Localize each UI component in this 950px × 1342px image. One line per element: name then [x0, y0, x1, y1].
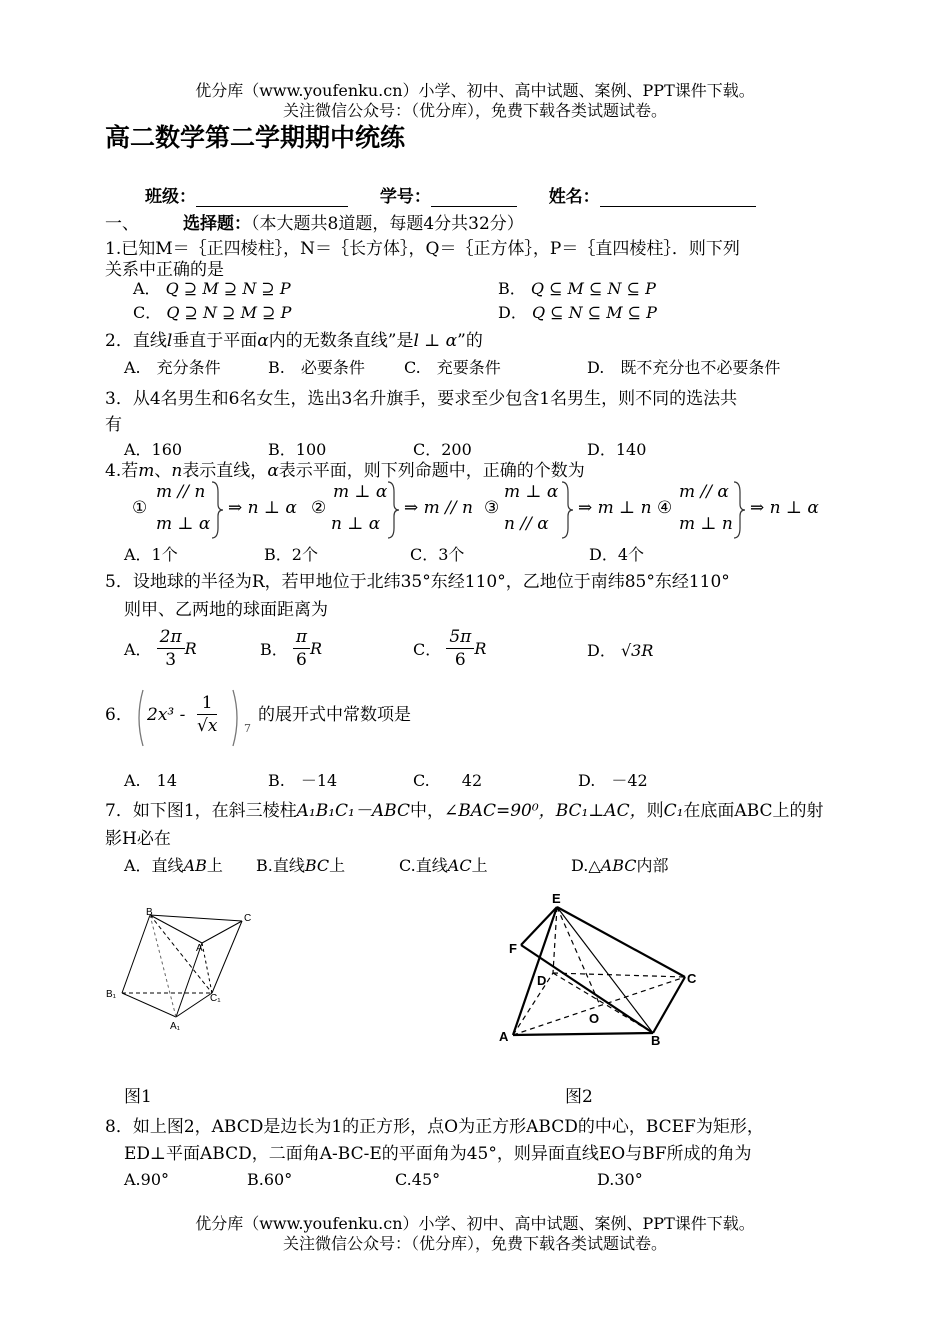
fig2-edge-ae	[513, 907, 557, 1035]
q2-alpha: α	[257, 331, 269, 351]
q5-c-label: C．	[413, 640, 442, 659]
q4-brace-2	[386, 480, 400, 540]
q1-option-a[interactable]	[133, 276, 291, 299]
q5-stem-1: 5．设地球的半径为R，若甲地位于北纬35°东经110°，乙地位于南纬85°东经110°	[105, 572, 730, 592]
q4-part: 4.若	[105, 461, 139, 481]
q6-denominator: √x	[197, 716, 218, 736]
q7-stem-1	[105, 796, 824, 821]
q8-stem-1: 8．如上图2，ABCD是边长为1的正方形，点O为正方形ABCD的中心，BCEF为矩形，	[105, 1117, 764, 1137]
q7-option-c[interactable]	[399, 853, 488, 876]
q7-angle: ∠BAC=90⁰，	[443, 801, 556, 821]
q7-b-suffix: 上	[329, 856, 346, 875]
page-title: 高二数学第二学期期中统练	[105, 123, 406, 152]
fig2-label-e: E	[552, 891, 561, 906]
fig1-label-a1: A₁	[170, 1021, 181, 1032]
q2-stem	[105, 326, 483, 351]
q5-option-a[interactable]	[124, 626, 197, 671]
fig2-edge-ab	[513, 1033, 653, 1035]
q4-brace-1	[210, 480, 224, 540]
q4-cond-2-top: m ⊥ α	[333, 482, 388, 502]
q6-stem: 的展开式中常数项是	[258, 705, 411, 725]
q7-part: 在底面ABC上的射	[683, 801, 824, 821]
q4-cond-2-bottom: n ⊥ α	[331, 514, 381, 534]
fig2-edge-eb	[557, 907, 653, 1033]
q5-d-expr: √3R	[620, 641, 654, 660]
q7-c-math: AC	[447, 856, 472, 875]
q4-cond-4-bottom: m ⊥ n	[679, 514, 733, 534]
section-heading	[105, 209, 524, 234]
q2-option-d[interactable]: D. 既不充分也不必要条件	[587, 358, 781, 377]
q4-cond-2-result: ⇒ m // n	[404, 498, 473, 518]
q4-cond-3-num: ③	[484, 498, 500, 518]
fig2-edge-cb	[653, 977, 685, 1033]
q4-cond-4-result: ⇒ n ⊥ α	[750, 498, 819, 518]
q4-cond-1-top: m // n	[156, 482, 206, 502]
fig1-label-b: B	[146, 907, 153, 918]
q4-brace-3	[560, 480, 574, 540]
q3-option-a[interactable]: A．160	[124, 440, 183, 459]
q7-part: 7．如下图1，在斜三棱柱	[105, 801, 297, 821]
q6-right-paren	[231, 688, 243, 748]
fig1-label-b1: B₁	[106, 989, 117, 1000]
q4-cond-3-bottom: n // α	[504, 514, 549, 534]
q4-cond-4-num: ④	[657, 498, 673, 518]
q7-c1: C₁	[663, 801, 684, 821]
q4-option-c[interactable]: C．3个	[410, 545, 465, 564]
fig1-edge-b1a1	[122, 993, 176, 1017]
q7-a-label: A．直线	[124, 856, 184, 875]
section-note: （本大题共8道题，每题4分共32分）	[251, 214, 524, 234]
q6-option-a[interactable]: A. 14	[124, 771, 178, 790]
fig1-label-c: C	[244, 913, 252, 924]
q7-bc: BC₁⊥AC，	[555, 801, 647, 821]
q7-b-math: BC	[304, 856, 330, 875]
q3-option-c[interactable]: C．200	[413, 440, 472, 459]
q7-option-b[interactable]	[256, 853, 345, 876]
q1-d-expr: Q ⊆ N ⊆ M ⊆ P	[531, 303, 657, 322]
q4-cond-4-top: m // α	[679, 482, 729, 502]
q5-b-label: B．	[260, 640, 288, 659]
q5-option-b[interactable]	[260, 626, 322, 671]
q4-option-d[interactable]: D．4个	[589, 545, 645, 564]
q8-stem-2: ED⊥平面ABCD，二面角A-BC-E的平面角为45°，则异面直线EO与BF所成的角为	[124, 1144, 752, 1164]
header-line-2: 关注微信公众号：（优分库），免费下载各类试题试卷。	[282, 101, 667, 120]
info-line	[145, 182, 756, 207]
q4-brace-4	[732, 480, 746, 540]
fig1-edge-cc1	[212, 921, 242, 993]
footer-line-1: 优分库（www.youfenku.cn）小学、初中、高中试题、案例、PPT课件下载。	[195, 1214, 755, 1233]
fig1-edge-ba1	[150, 915, 176, 1017]
fig2-label-a: A	[499, 1029, 509, 1044]
q6-fraction	[197, 692, 217, 737]
q4-alpha: α	[267, 461, 279, 481]
fig1-edge-ba	[150, 915, 202, 943]
q1-a-expr: Q ⊇ M ⊇ N ⊇ P	[165, 279, 291, 298]
q2-part: 2．直线	[105, 331, 167, 351]
q1-option-b[interactable]	[498, 276, 656, 299]
q4-m: m	[138, 461, 155, 481]
fig1-edge-a1c1	[176, 993, 212, 1017]
q1-c-label: C．	[133, 303, 162, 322]
q5-a-denominator: 3	[165, 650, 177, 670]
q7-d-math: ABC	[600, 856, 637, 875]
q4-cond-3-top: m ⊥ α	[504, 482, 559, 502]
fig2-edge-db	[553, 973, 653, 1033]
q6-base: 2x³ -	[147, 705, 186, 725]
q5-option-c[interactable]	[413, 626, 486, 671]
q5-a-numerator: 2π	[157, 626, 185, 649]
figure-2-caption: 图2	[565, 1087, 593, 1107]
q7-b-label: B.直线	[256, 856, 305, 875]
q1-b-label: B．	[498, 279, 526, 298]
q7-a-math: AB	[183, 856, 207, 875]
q2-part: ”的	[457, 331, 483, 351]
q2-l: l	[166, 331, 173, 351]
q1-stem-1: 1.已知M＝｛正四棱柱｝，N＝｛长方体｝，Q＝｛正方体｝，P＝｛直四棱柱｝．则下列	[105, 239, 740, 259]
q4-option-b[interactable]: B．2个	[264, 545, 318, 564]
q6-exponent: 7	[244, 722, 251, 735]
q1-a-label: A．	[133, 279, 161, 298]
q5-a-r: R	[184, 639, 197, 658]
q5-d-label: D．	[587, 641, 616, 660]
q8-option-d[interactable]: D.30°	[597, 1170, 643, 1189]
q6-left-paren	[133, 688, 145, 748]
q7-prism: A₁B₁C₁－ABC	[296, 801, 410, 821]
name-field[interactable]	[600, 188, 756, 207]
q4-part: 表示平面，则下列命题中，正确的个数为	[278, 461, 585, 481]
fig1-edge-bc1	[150, 915, 212, 993]
figure-1-caption: 图1	[124, 1087, 152, 1107]
q7-option-d[interactable]	[571, 853, 669, 876]
q5-a-fraction	[157, 626, 185, 671]
q4-part: 表示直线，	[182, 461, 268, 481]
q2-option-b[interactable]: B. 必要条件	[268, 358, 365, 377]
fig1-edge-ac1	[202, 943, 212, 993]
fig2-label-c: C	[687, 971, 697, 986]
section-name: 选择题：	[183, 214, 251, 234]
q4-cond-1-bottom: m ⊥ α	[156, 514, 211, 534]
q7-part: 中，	[409, 801, 444, 821]
q1-d-label: D．	[498, 303, 527, 322]
q5-a-label: A．	[124, 640, 152, 659]
q1-stem-2: 关系中正确的是	[105, 260, 224, 280]
q6-option-d[interactable]: D. －42	[578, 771, 648, 790]
q2-part: 垂直于平面	[172, 331, 258, 351]
q5-b-numerator: π	[293, 626, 310, 649]
fig2-label-o: O	[589, 1011, 600, 1026]
fig1-label-c1: C₁	[210, 993, 221, 1004]
figure-1-prism	[100, 905, 260, 1035]
q6-option-b[interactable]: B. －14	[268, 771, 338, 790]
q2-option-c[interactable]: C. 充要条件	[404, 358, 501, 377]
fig2-label-b: B	[651, 1033, 661, 1048]
q8-option-b[interactable]: B.60°	[247, 1170, 293, 1189]
fig2-edge-ec	[557, 907, 685, 977]
q3-stem-1: 3．从4名男生和6名女生，选出3名升旗手，要求至少包含1名男生，则不同的选法共	[105, 389, 738, 409]
q5-b-r: R	[310, 639, 323, 658]
q1-option-c[interactable]	[133, 300, 291, 323]
q4-stem	[105, 456, 585, 481]
q1-option-d[interactable]	[498, 300, 657, 323]
q4-cond-1-result: ⇒ n ⊥ α	[228, 498, 297, 518]
q6-number: 6．	[105, 705, 133, 725]
section-index: 一、	[105, 214, 139, 234]
q7-part: 则	[646, 801, 664, 821]
q6-option-c[interactable]: C. 42	[413, 771, 483, 790]
q3-option-d[interactable]: D．140	[587, 440, 647, 459]
q1-c-expr: Q ⊇ N ⊇ M ⊇ P	[166, 303, 292, 322]
number-label: 学号：	[379, 187, 431, 207]
fig1-edge-aa1	[176, 943, 202, 1017]
q7-c-suffix: 上	[471, 856, 488, 875]
q4-n: n	[171, 461, 183, 481]
q4-cond-1-num: ①	[132, 498, 148, 518]
q7-d-suffix: 内部	[636, 856, 669, 875]
q2-option-a[interactable]: A. 充分条件	[124, 358, 221, 377]
fig1-label-a: A	[196, 943, 203, 954]
q4-sep: 、	[154, 461, 172, 481]
fig2-edge-dc	[553, 973, 685, 977]
figure-2-solid	[495, 885, 705, 1050]
q3-stem-2: 有	[105, 415, 122, 435]
q7-a-suffix: 上	[206, 856, 223, 875]
fig2-edge-ad	[513, 973, 553, 1035]
q7-d-label: D.△	[571, 856, 601, 875]
q6-numerator: 1	[197, 692, 217, 715]
number-field[interactable]	[431, 188, 517, 207]
q5-c-denominator: 6	[454, 650, 466, 670]
q7-c-label: C.直线	[399, 856, 448, 875]
q8-option-a[interactable]: A.90°	[124, 1170, 169, 1189]
q7-option-a[interactable]	[124, 853, 223, 876]
q5-c-fraction	[446, 626, 474, 671]
q5-c-r: R	[474, 639, 487, 658]
q5-c-numerator: 5π	[446, 626, 474, 649]
fig1-edge-bb1	[122, 915, 150, 993]
fig2-label-d: D	[537, 973, 547, 988]
fig2-label-f: F	[509, 941, 517, 956]
q3-option-b[interactable]: B．100	[268, 440, 327, 459]
q7-stem-2: 影H必在	[105, 829, 171, 849]
class-label: 班级：	[145, 187, 196, 207]
q5-b-fraction	[293, 626, 310, 671]
fig1-edge-ac	[202, 921, 242, 943]
fig2-edge-fb	[521, 945, 653, 1033]
class-field[interactable]	[196, 188, 348, 207]
name-label: 姓名：	[548, 187, 600, 207]
q4-option-a[interactable]: A．1个	[124, 545, 178, 564]
header-line-1: 优分库（www.youfenku.cn）小学、初中、高中试题、案例、PPT课件下载。	[195, 81, 755, 100]
q8-option-c[interactable]: C.45°	[395, 1170, 441, 1189]
q5-b-denominator: 6	[296, 650, 307, 670]
q1-b-expr: Q ⊆ M ⊆ N ⊆ P	[530, 279, 656, 298]
q5-option-d[interactable]	[587, 638, 653, 661]
footer-line-2: 关注微信公众号：（优分库），免费下载各类试题试卷。	[282, 1234, 667, 1253]
q2-part: 内的无数条直线”是	[268, 331, 414, 351]
q2-expr: l ⊥ α	[413, 331, 458, 351]
q4-cond-2-num: ②	[311, 498, 327, 518]
q4-cond-3-result: ⇒ m ⊥ n	[578, 498, 652, 518]
q5-stem-2: 则甲、乙两地的球面距离为	[124, 600, 328, 620]
fig1-edge-bc	[150, 915, 242, 921]
